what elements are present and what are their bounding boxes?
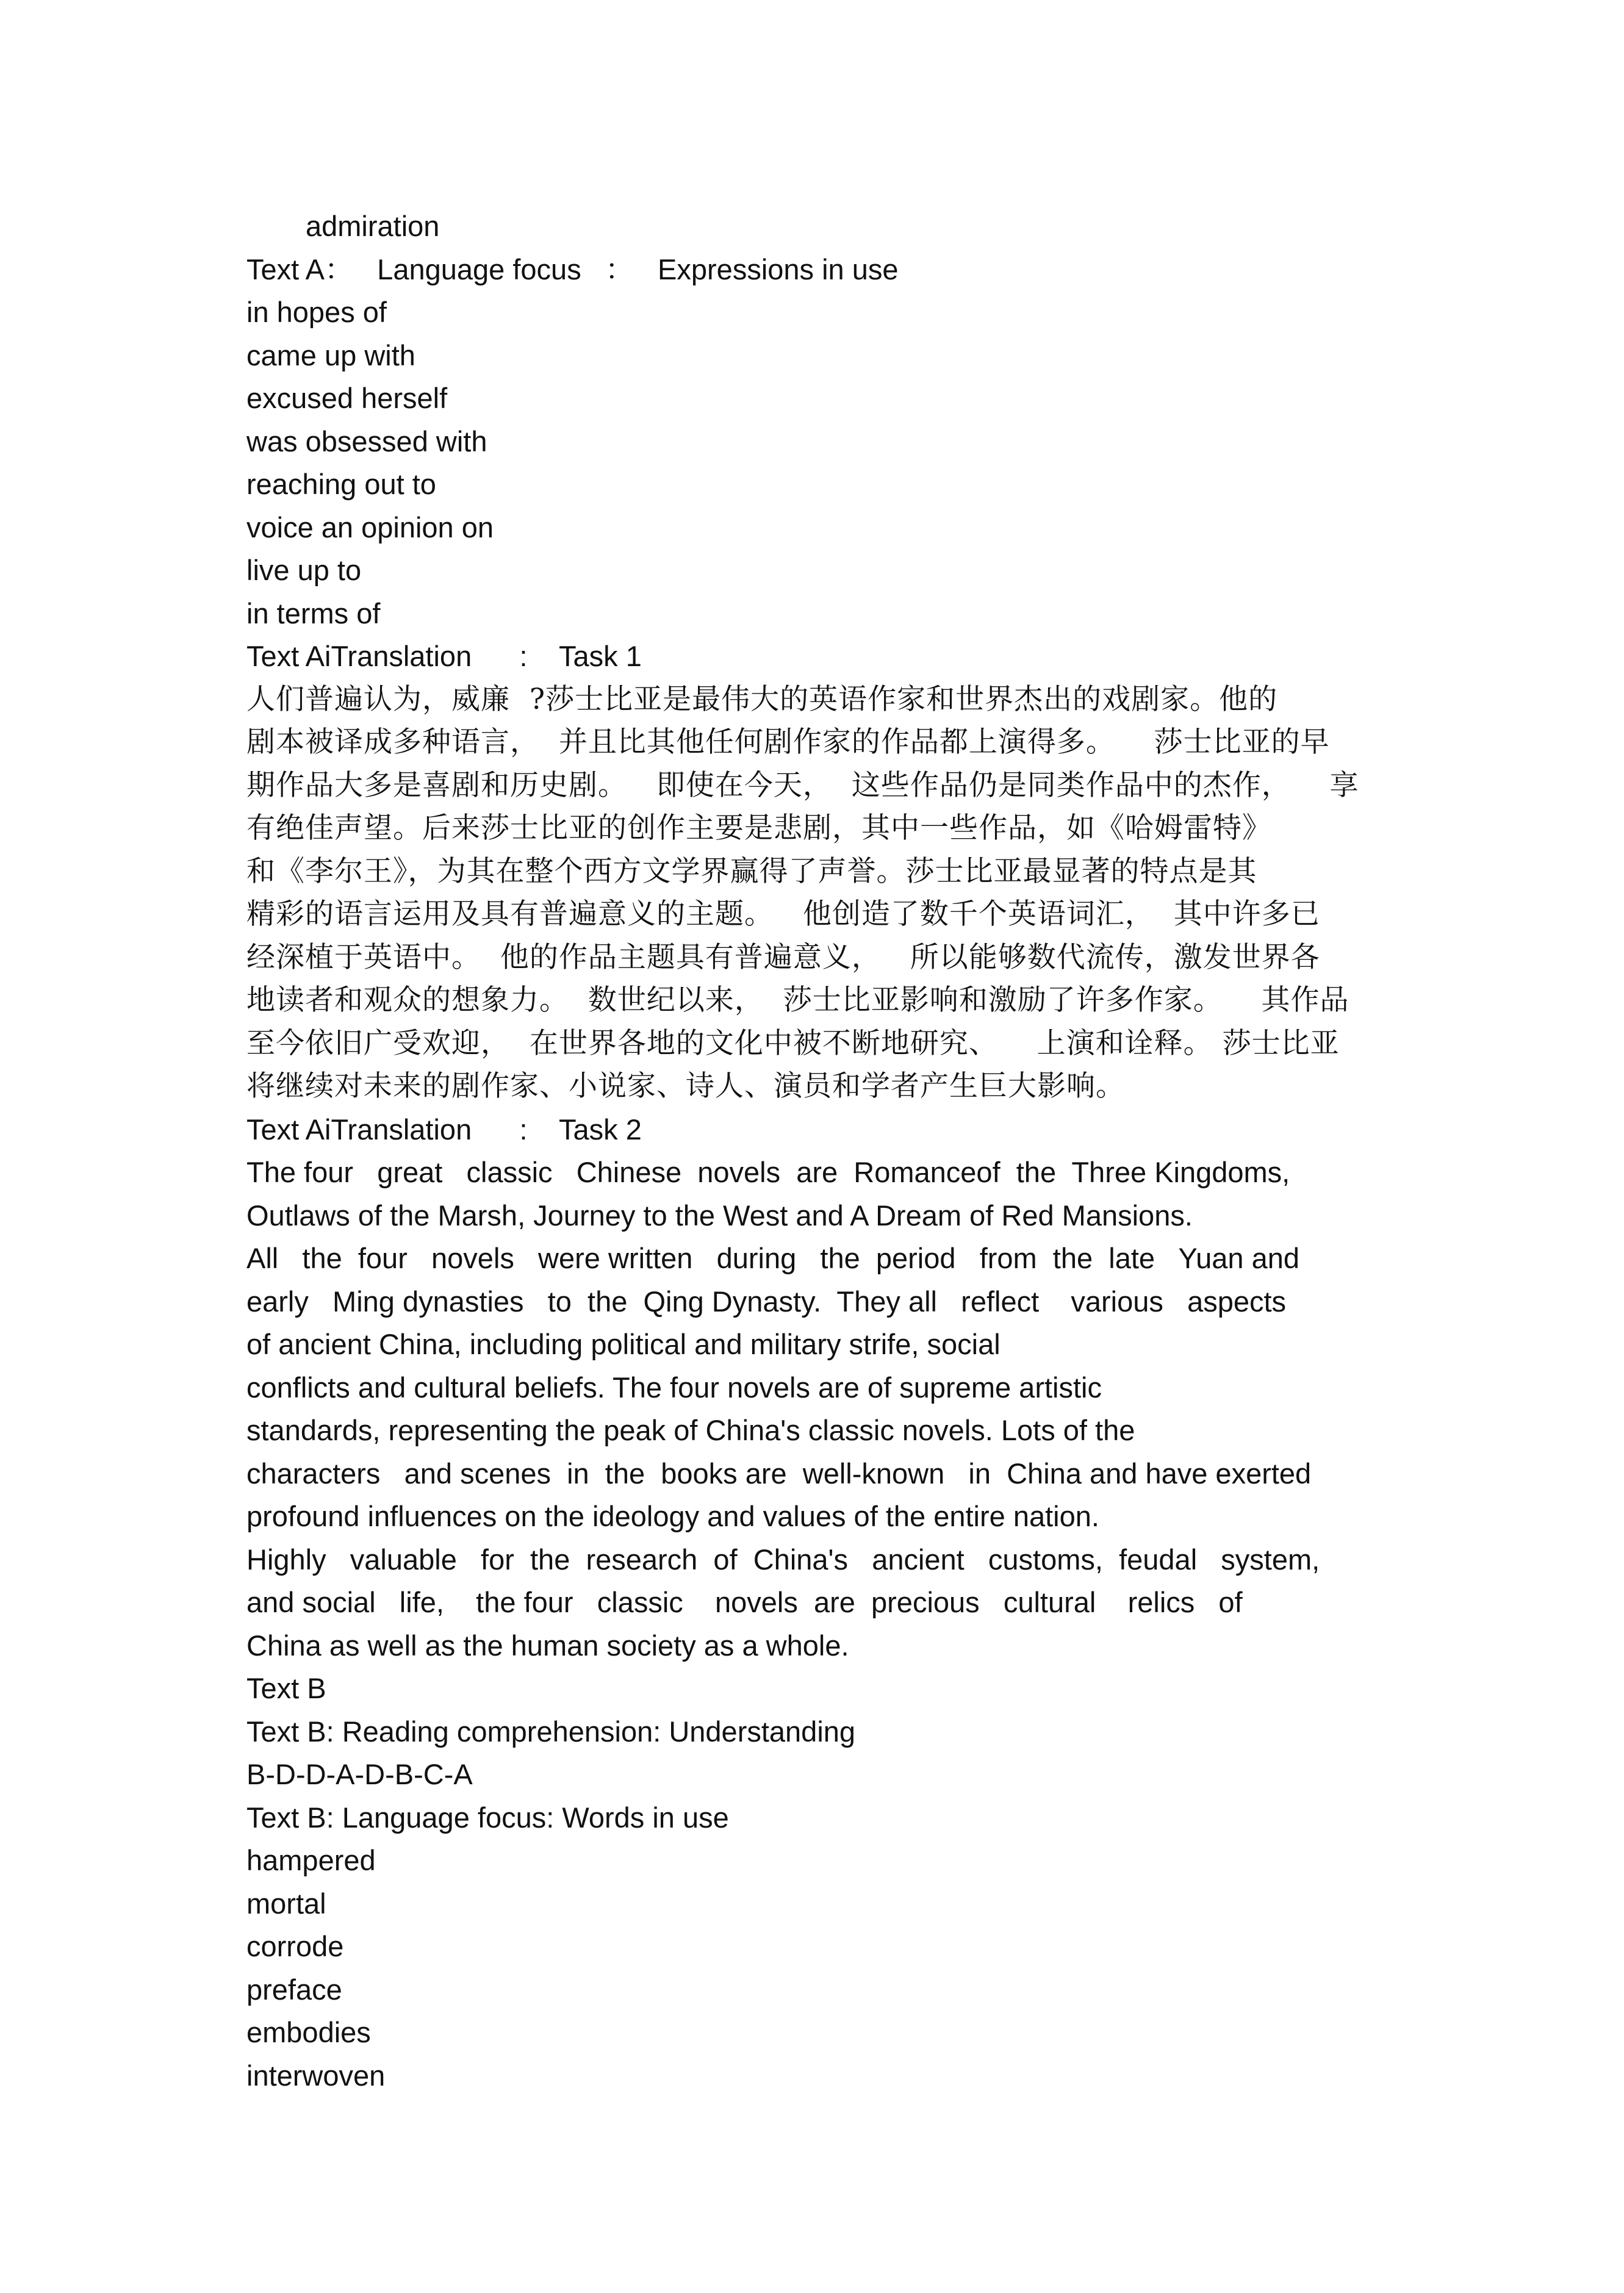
word-item: interwoven (246, 2059, 386, 2092)
expression-item: excused herself (246, 382, 448, 414)
expression-item: in hopes of (246, 296, 387, 328)
section-heading-reading-comprehension: Text B: Reading comprehension: Understanding (246, 1715, 856, 1748)
translation-paragraph-en-line: profound influences on the ideology and values of the entire nation. (246, 1500, 1099, 1532)
translation-paragraph-zh-line: 将继续对未来的剧作家、小说家、诗人、演员和学者产生巨大影响。 (246, 1069, 1125, 1103)
document-body (246, 205, 1406, 2097)
translation-paragraph-en-line: Highly valuable for the research of China's ancient customs, feudal system, (246, 1543, 1320, 1576)
section-heading-text-b: Text B (246, 1672, 326, 1704)
translation-paragraph-en-line: All the four novels were written during the period from the late Yuan and (246, 1242, 1300, 1274)
translation-paragraph-en-line: of ancient China, including political and military strife, social (246, 1328, 1001, 1360)
translation-paragraph-en-line: Outlaws of the Marsh, Journey to the West and A Dream of Red Mansions. (246, 1199, 1193, 1232)
translation-paragraph-en-line: The four great classic Chinese novels are Romanceof the Three Kingdoms, (246, 1156, 1290, 1188)
word-item: preface (246, 1973, 342, 2006)
translation-paragraph-zh-line: 和《李尔王》，为其在整个西方文学界赢得了声誉。莎士比亚最显著的特点是其 (246, 854, 1257, 888)
expression-item: live up to (246, 554, 362, 586)
word-item: corrode (246, 1930, 344, 1962)
translation-paragraph-en-line: China as well as the human society as a whole. (246, 1629, 849, 1662)
word-item: embodies (246, 2016, 371, 2048)
section-heading-text-a-expressions: Text A： Language focus ： Expressions in use (246, 253, 899, 285)
translation-paragraph-zh-line: 期作品大多是喜剧和历史剧。 即使在今天， 这些作品仍是同类作品中的杰作， 享 (246, 768, 1359, 802)
translation-paragraph-en-line: standards, representing the peak of China's classic novels. Lots of the (246, 1414, 1135, 1446)
translation-paragraph-zh-line: 剧本被译成多种语言， 并且比其他任何剧作家的作品都上演得多。 莎士比亚的早 (246, 725, 1330, 759)
translation-paragraph-zh-line: 至今依旧广受欢迎， 在世界各地的文化中被不断地研究、 上演和诠释。 莎士比亚 (246, 1026, 1340, 1060)
translation-paragraph-en-line: conflicts and cultural beliefs. The four novels are of supreme artistic (246, 1371, 1102, 1404)
section-heading-translation-task-2: Text AiTranslation : Task 2 (246, 1113, 642, 1146)
section-heading-words-in-use: Text B: Language focus: Words in use (246, 1801, 729, 1834)
translation-paragraph-zh-line: 地读者和观众的想象力。 数世纪以来， 莎士比亚影响和激励了许多作家。 其作品 (246, 983, 1349, 1017)
answer-key: B-D-D-A-D-B-C-A (246, 1758, 473, 1790)
vocab-item-admiration: admiration (306, 210, 440, 242)
translation-paragraph-zh-line: 人们普遍认为，威廉 ?莎士比亚是最伟大的英语作家和世界杰出的戏剧家。他的 (246, 682, 1278, 716)
expression-item: in terms of (246, 597, 381, 630)
word-item: hampered (246, 1844, 376, 1876)
expression-item: voice an opinion on (246, 511, 494, 544)
translation-paragraph-en-line: and social life, the four classic novels are precious cultural relics of (246, 1586, 1243, 1618)
translation-paragraph-zh-line: 经深植于英语中。 他的作品主题具有普遍意义， 所以能够数代流传，激发世界各 (246, 940, 1320, 974)
expression-item: reaching out to (246, 468, 436, 500)
translation-paragraph-zh-line: 精彩的语言运用及具有普遍意义的主题。 他创造了数千个英语词汇， 其中许多已 (246, 897, 1320, 931)
word-item: mortal (246, 1887, 326, 1920)
translation-paragraph-en-line: characters and scenes in the books are well-known in China and have exerted (246, 1457, 1312, 1490)
expression-item: came up with (246, 339, 415, 371)
section-heading-translation-task-1: Text AiTranslation : Task 1 (246, 640, 642, 672)
translation-paragraph-zh-line: 有绝佳声望。后来莎士比亚的创作主要是悲剧，其中一些作品，如《哈姆雷特》 (246, 811, 1271, 845)
translation-paragraph-en-line: early Ming dynasties to the Qing Dynasty. They all reflect various aspects (246, 1285, 1287, 1318)
expression-item: was obsessed with (246, 425, 487, 458)
